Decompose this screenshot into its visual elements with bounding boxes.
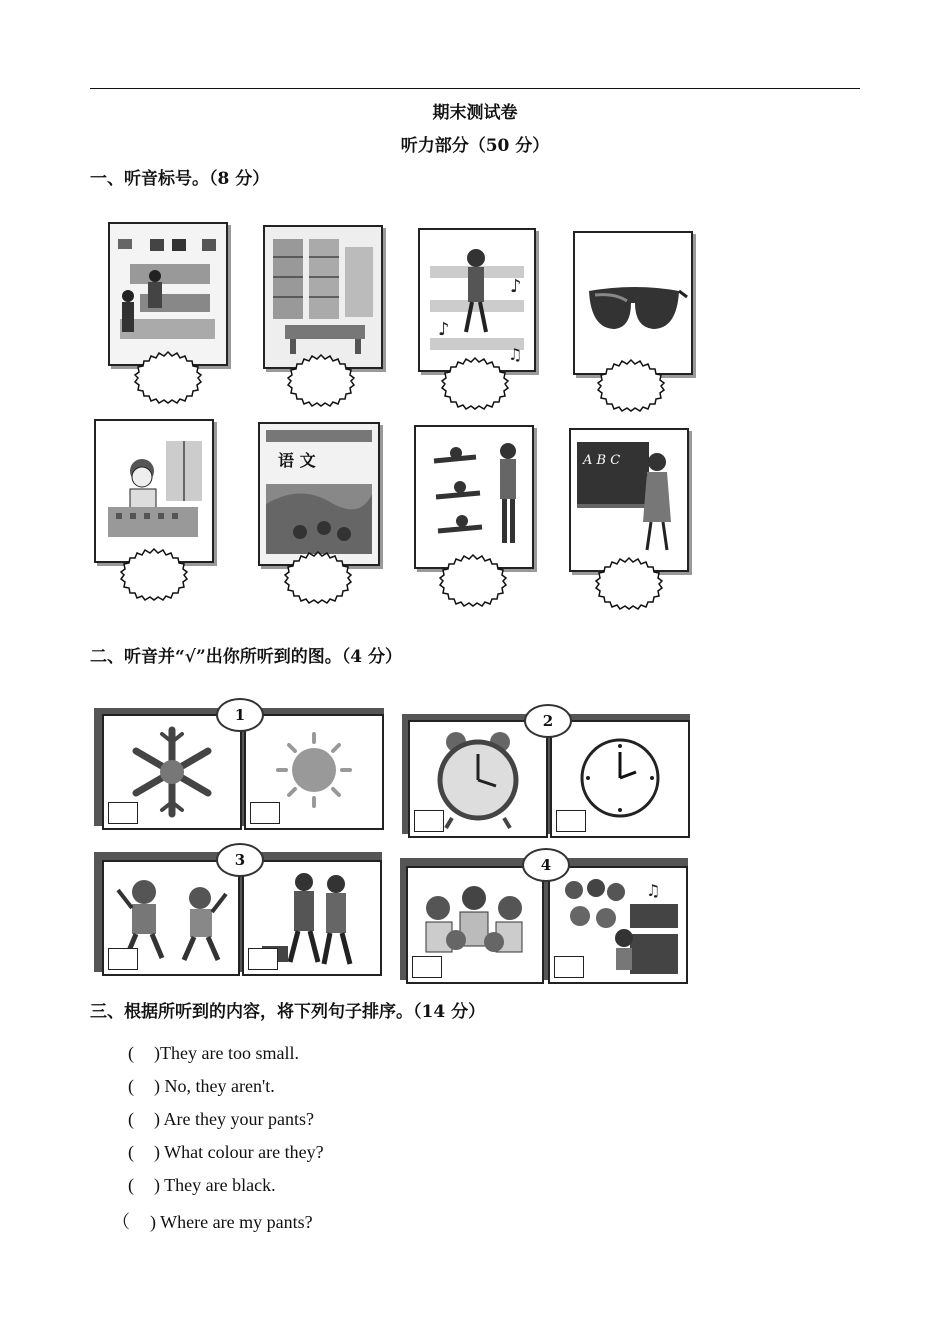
bed-boy-icon xyxy=(96,421,212,561)
sentence-row xyxy=(112,1208,313,1234)
group-number-1: 1 xyxy=(216,698,264,732)
page-title: 期末测试卷 xyxy=(432,103,518,123)
answer-badge-3[interactable] xyxy=(439,356,511,410)
sentence-text: No, they aren't. xyxy=(160,1076,275,1096)
paren-close: ) xyxy=(154,1076,160,1096)
svg-text:♪: ♪ xyxy=(438,319,450,340)
teacher-blackboard-icon xyxy=(571,430,687,570)
paren-open: ( xyxy=(128,1109,134,1129)
answer-badge-5[interactable] xyxy=(118,547,190,601)
checkbox-1-left[interactable] xyxy=(108,802,138,824)
music-girl-icon xyxy=(420,230,534,370)
sentence-row xyxy=(128,1142,324,1163)
picture-sunglasses xyxy=(573,231,693,375)
picture-exercise xyxy=(414,425,534,569)
answer-badge-2[interactable] xyxy=(285,353,357,407)
sunglasses-icon xyxy=(575,233,691,373)
svg-text:♪: ♪ xyxy=(510,276,522,297)
section-3-heading: 三、根据所听到的内容，将下列句子排序。（14 分） xyxy=(90,1002,486,1022)
checkbox-3-right[interactable] xyxy=(248,948,278,970)
picture-music xyxy=(418,228,536,372)
page-subtitle: 听力部分（50 分） xyxy=(400,136,550,156)
paren-open: ( xyxy=(128,1043,134,1063)
sentence-text: They are black. xyxy=(160,1175,276,1195)
paren-close: ) xyxy=(154,1043,160,1063)
picture-classroom xyxy=(108,222,228,366)
answer-badge-4[interactable] xyxy=(595,358,667,412)
choice-2-right[interactable] xyxy=(550,720,690,838)
paren-open: ( xyxy=(128,1142,134,1162)
exercise-boys-icon xyxy=(416,427,532,567)
svg-text:♫: ♫ xyxy=(646,881,661,900)
choice-3-left[interactable] xyxy=(102,860,240,976)
sentence-row xyxy=(128,1175,276,1196)
group-number-3: 3 xyxy=(216,843,264,877)
picture-chinese-book xyxy=(258,422,380,566)
checkbox-3-left[interactable] xyxy=(108,948,138,970)
answer-badge-8[interactable] xyxy=(593,556,665,610)
sentence-text: Where are my pants? xyxy=(156,1212,313,1232)
header-rule xyxy=(90,88,860,89)
answer-badge-6[interactable] xyxy=(282,550,354,604)
sentence-text: They are too small. xyxy=(160,1043,299,1063)
choice-4-left[interactable] xyxy=(406,866,544,984)
sentence-row xyxy=(128,1043,299,1064)
checkbox-4-left[interactable] xyxy=(412,956,442,978)
library-icon xyxy=(265,227,381,367)
paren-open: ( xyxy=(128,1175,134,1195)
sentence-row xyxy=(128,1109,314,1130)
section-2-heading: 二、听音并“√”出你所听到的图。（4 分） xyxy=(90,647,402,667)
picture-library xyxy=(263,225,383,369)
checkbox-2-left[interactable] xyxy=(414,810,444,832)
answer-badge-1[interactable] xyxy=(132,350,204,404)
checkbox-2-right[interactable] xyxy=(556,810,586,832)
book-title-text: 语 文 xyxy=(278,451,316,470)
chinese-book-icon xyxy=(260,424,378,564)
picture-bed-boy xyxy=(94,419,214,563)
sentence-text: What colour are they? xyxy=(160,1142,324,1162)
paren-open: （ xyxy=(112,1212,130,1232)
section-1-heading: 一、听音标号。（8 分） xyxy=(90,169,270,189)
group-number-2: 2 xyxy=(524,704,572,738)
classroom-icon xyxy=(110,224,226,364)
choice-1-left[interactable] xyxy=(102,714,242,830)
sentence-text: Are they your pants? xyxy=(160,1109,314,1129)
group-number-4: 4 xyxy=(522,848,570,882)
paren-open: ( xyxy=(128,1076,134,1096)
picture-teacher xyxy=(569,428,689,572)
paren-close: ) xyxy=(154,1109,160,1129)
board-text: A B C xyxy=(583,453,621,468)
choice-4-right[interactable] xyxy=(548,866,688,984)
checkbox-4-right[interactable] xyxy=(554,956,584,978)
paren-close: ) xyxy=(154,1175,160,1195)
choice-2-left[interactable] xyxy=(408,720,548,838)
paren-close: ) xyxy=(154,1142,160,1162)
answer-badge-7[interactable] xyxy=(437,553,509,607)
checkbox-1-right[interactable] xyxy=(250,802,280,824)
svg-text:♫: ♫ xyxy=(508,345,523,364)
choice-3-right[interactable] xyxy=(242,860,382,976)
sentence-row xyxy=(128,1076,275,1097)
choice-1-right[interactable] xyxy=(244,714,384,830)
paren-close: ) xyxy=(150,1212,156,1232)
